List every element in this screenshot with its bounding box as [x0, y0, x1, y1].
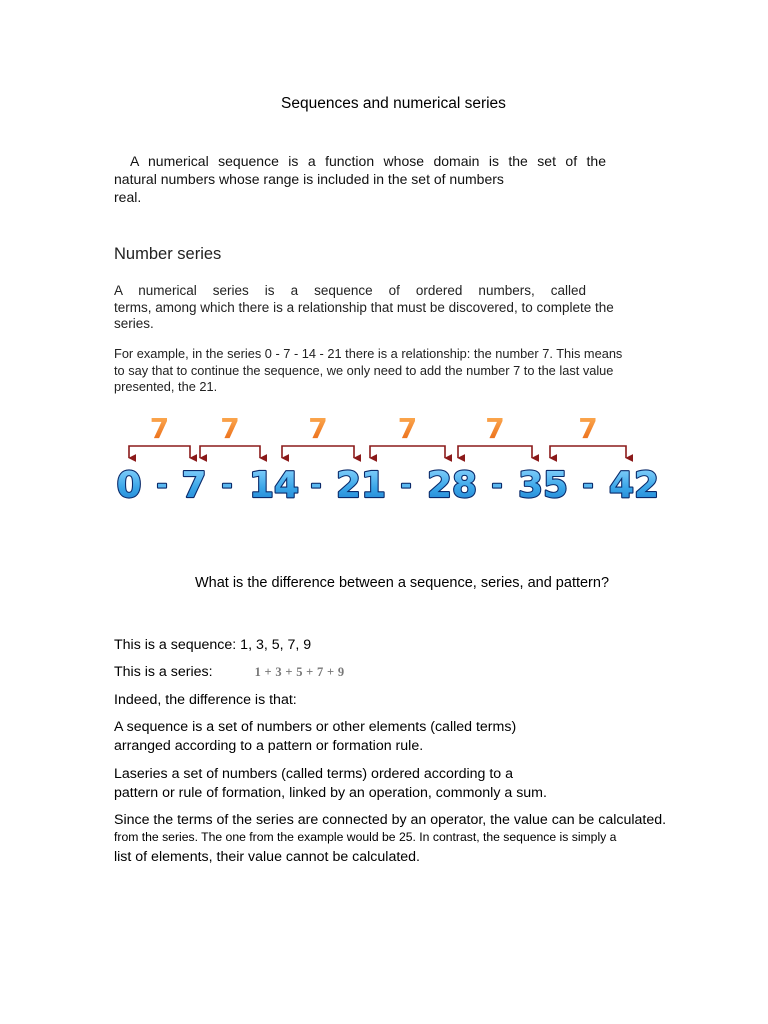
intro-paragraph: [114, 152, 606, 206]
series-difference-label: 7: [220, 412, 240, 445]
intro-line-3: real.: [114, 189, 142, 205]
series-term: 42: [608, 465, 660, 506]
series-separator: -: [582, 470, 594, 500]
series-definition-line-2: pattern or rule of formation, linked by an operation, commonly a sum.: [114, 785, 547, 801]
series-diagram: [112, 408, 667, 508]
definition-line-2: terms, among which there is a relationship that must be discovered, to complete the: [114, 299, 614, 315]
page-title: Sequences and numerical series: [281, 95, 506, 112]
series-term: 28: [426, 465, 478, 506]
calculation-line-2: from the series. The one from the example would be 25. In contrast, the sequence is simply a: [114, 830, 617, 844]
series-difference-label: 7: [485, 412, 505, 445]
series-term: 0: [116, 465, 142, 506]
example-line-3: presented, the 21.: [114, 379, 218, 394]
sequence-definition-line-1: A sequence is a set of numbers or other elements (called terms): [114, 719, 517, 735]
series-term: 21: [335, 465, 387, 506]
series-bracket-arrow: [129, 446, 190, 458]
series-bracket-arrow: [458, 446, 532, 458]
definition-paragraph: [114, 283, 650, 333]
question-heading: What is the difference between a sequence, series, and pattern?: [194, 575, 610, 591]
calculation-line-1: Since the terms of the series are connected by an operator, the value can be calculated.: [114, 812, 667, 828]
series-separator: -: [156, 470, 168, 500]
sequence-example: This is a sequence: 1, 3, 5, 7, 9: [114, 637, 312, 653]
difference-intro: Indeed, the difference is that:: [114, 692, 297, 708]
series-term: 14: [248, 465, 300, 506]
example-line-2: to say that to continue the sequence, we only need to add the number 7 to the last value: [114, 362, 614, 378]
definition-line-1: A numerical series is a sequence of ordered numbers, called: [114, 283, 586, 298]
series-separator: -: [491, 470, 503, 500]
series-difference-label: 7: [578, 412, 598, 445]
calculation-line-3: list of elements, their value cannot be calculated.: [114, 849, 420, 865]
series-example-label: This is a series:: [114, 664, 213, 680]
series-term: 35: [517, 465, 569, 506]
number-series-heading: Number series: [114, 245, 222, 263]
series-separator: -: [221, 470, 233, 500]
series-example: [114, 664, 344, 680]
series-difference-label: 7: [308, 412, 328, 445]
series-separator: -: [400, 470, 412, 500]
example-line-1: For example, in the series 0 - 7 - 14 - 21 there is a relationship: the number 7. This means: [114, 346, 623, 361]
intro-line-2: natural numbers whose range is included in the set of numbers: [114, 171, 504, 187]
sequence-definition-line-2: arranged according to a pattern or formation rule.: [114, 738, 424, 754]
series-bracket-arrow: [370, 446, 445, 458]
series-figure: [112, 408, 667, 508]
series-separator: -: [310, 470, 322, 500]
series-bracket-arrow: [200, 446, 260, 458]
series-term: 7: [181, 465, 207, 506]
series-definition-line-1: Laseries a set of numbers (called terms) ordered according to a: [114, 766, 514, 782]
example-paragraph: [114, 346, 674, 396]
series-difference-label: 7: [397, 412, 418, 445]
series-bracket-arrow: [550, 446, 626, 458]
intro-line-1: A numerical sequence is a function whose domain is the set of the: [130, 153, 606, 169]
series-bracket-arrow: [282, 446, 354, 458]
series-formula: 1 + 3 + 5 + 7 + 9: [254, 665, 345, 679]
definition-line-3: series.: [114, 316, 154, 331]
series-difference-label: 7: [149, 412, 170, 445]
